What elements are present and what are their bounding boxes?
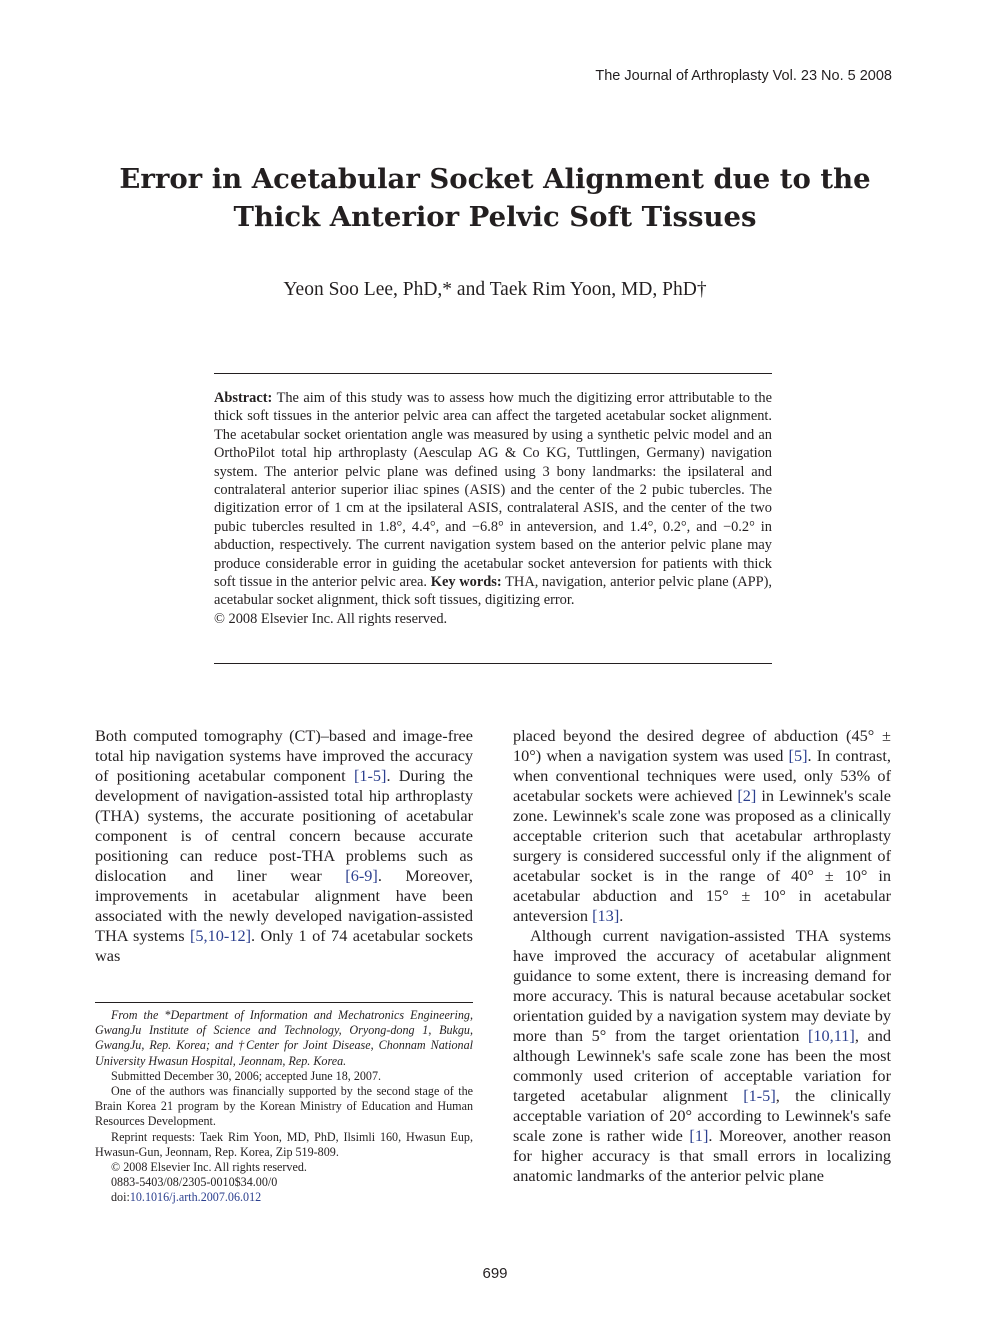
footnote-funding: One of the authors was financially supported by the second stage of the Brain Korea 21 program by the Korean Ministry of Education and Human Resources Development. [95, 1084, 473, 1129]
footnotes [95, 1008, 473, 1206]
citation-link[interactable]: [6-9] [345, 866, 378, 885]
abstract [214, 389, 772, 628]
abstract-copyright: © 2008 Elsevier Inc. All rights reserved. [214, 610, 448, 627]
page-number: 699 [482, 1265, 508, 1282]
article-title [100, 160, 890, 236]
citation-link[interactable]: [10,11] [807, 1026, 855, 1045]
citation-link[interactable]: [13] [592, 906, 620, 925]
body-column-right [513, 726, 891, 1186]
abstract-label: Abstract: [214, 390, 273, 406]
citation-link[interactable]: [1-5] [353, 766, 387, 785]
footnote-rule [95, 1002, 473, 1003]
abstract-bottom-rule [214, 663, 772, 664]
keywords-text: THA, navigation, anterior pelvic plane (APP), acetabular socket alignment, thick soft tissues, digitizing error. [214, 574, 772, 609]
footnote-doi: doi:10.1016/j.arth.2007.06.012 [111, 1190, 262, 1205]
author-list: Yeon Soo Lee, PhD,* and Taek Rim Yoon, MD, PhD† [283, 279, 707, 300]
footnote-copyright: © 2008 Elsevier Inc. All rights reserved. [111, 1160, 307, 1175]
footnote-issn: 0883-5403/08/2305-0010$34.00/0 [111, 1175, 278, 1190]
body-paragraph: Although current navigation-assisted THA systems have improved the accuracy of acetabular alignment guidance to some extent, there is increasing demand for more accuracy. This is natural because acetabular socket orientation guided by a navigation system may deviate by more than 5° from the target orientation [10,11], and although Lewinnek's safe scale zone has been the most commonly used criterion of acceptable variation for targeted acetabular alignment [1-5], the clinically acceptable variation of 20° according to Lewinnek's safe scale zone is rather wide [1]. Moreover, another reason for higher accuracy is that small errors in localizing anatomic landmarks of the anterior pelvic plane [513, 926, 892, 1185]
abstract-text: The aim of this study was to assess how much the digitizing error attributable to the thick soft tissues in the anterior pelvic area can affect the targeted acetabular socket alignment. The acetabular socket orientation angle was measured by using a synthetic pelvic model and an OrthoPilot total hip arthroplasty (Aesculap AG & Co KG, Tuttlingen, Germany) navigation system. The anterior pelvic plane was defined using 3 bony landmarks: the ipsilateral and contralateral anterior superior iliac spines (ASIS) and the center of the 2 pubic tubercles. The digitization error of 1 cm at the ipsilateral ASIS, contralateral ASIS, and the center of the two pubic tubercles resulted in 1.8°, 4.4°, and −6.8° in anteversion, and 1.4°, 0.2°, and −0.2° in abduction, respectively. The current navigation system based on the anterior pelvic plane may produce considerable error in guiding the acetabular socket anteversion for patients with thick soft tissue in the anterior pelvic area. [214, 390, 773, 591]
journal-header: The Journal of Arthroplasty Vol. 23 No. 5 2008 [595, 68, 892, 84]
body-paragraph: placed beyond the desired degree of abduction (45° ± 10°) when a navigation system was used [5]. In contrast, when conventional techniques were used, only 53% of acetabular sockets were achieved [2] in Lewinnek's scale zone. Lewinnek's scale zone was proposed as a clinically acceptable criterion such that acetabular arthroplasty surgery is considered successful only if the alignment of acetabular socket is in the range of 40° ± 10° in acetabular abduction and 15° ± 10° in acetabular anteversion [13]. [513, 726, 891, 925]
citation-link[interactable]: [1] [689, 1126, 709, 1145]
citation-link[interactable]: [1-5] [743, 1086, 776, 1105]
keywords-label: Key words: [430, 574, 502, 591]
title-line-1: Error in Acetabular Socket Alignment due to the [119, 163, 871, 195]
footnote-affiliation: From the *Department of Information and Mechatronics Engineering, GwangJu Institute of Science and Technology, Oryong-dong 1, Bukgu, GwangJu, Rep. Korea; and †Center for Joint Disease, Chonnam National University Hwasun Hospital, Jeonnam, Rep. Korea. [95, 1008, 473, 1068]
citation-link[interactable]: [5] [788, 746, 808, 765]
citation-link[interactable]: [2] [737, 786, 757, 805]
doi-link[interactable]: 10.1016/j.arth.2007.06.012 [129, 1190, 262, 1205]
footnote-submitted: Submitted December 30, 2006; accepted June 18, 2007. [111, 1068, 382, 1083]
footnote-reprint: Reprint requests: Taek Rim Yoon, MD, PhD, Ilsimli 160, Hwasun Eup, Hwasun-Gun, Jeonnam, Rep. Korea, Zip 519-809. [95, 1129, 473, 1159]
title-line-2: Thick Anterior Pelvic Soft Tissues [233, 201, 757, 233]
abstract-top-rule [214, 373, 772, 374]
citation-link[interactable]: [5,10-12] [189, 926, 252, 945]
body-column-left [95, 726, 473, 966]
body-paragraph: Both computed tomography (CT)–based and image-free total hip navigation systems have improved the accuracy of positioning acetabular component [1-5]. During the development of navigation-assisted total hip arthroplasty (THA) systems, the accurate positioning of acetabular component is of central concern because accurate positioning can reduce post-THA problems such as dislocation and liner wear [6-9]. Moreover, improvements in acetabular alignment have been associated with the newly developed navigation-assisted THA systems [5,10-12]. Only 1 of 74 acetabular sockets was [95, 726, 474, 965]
